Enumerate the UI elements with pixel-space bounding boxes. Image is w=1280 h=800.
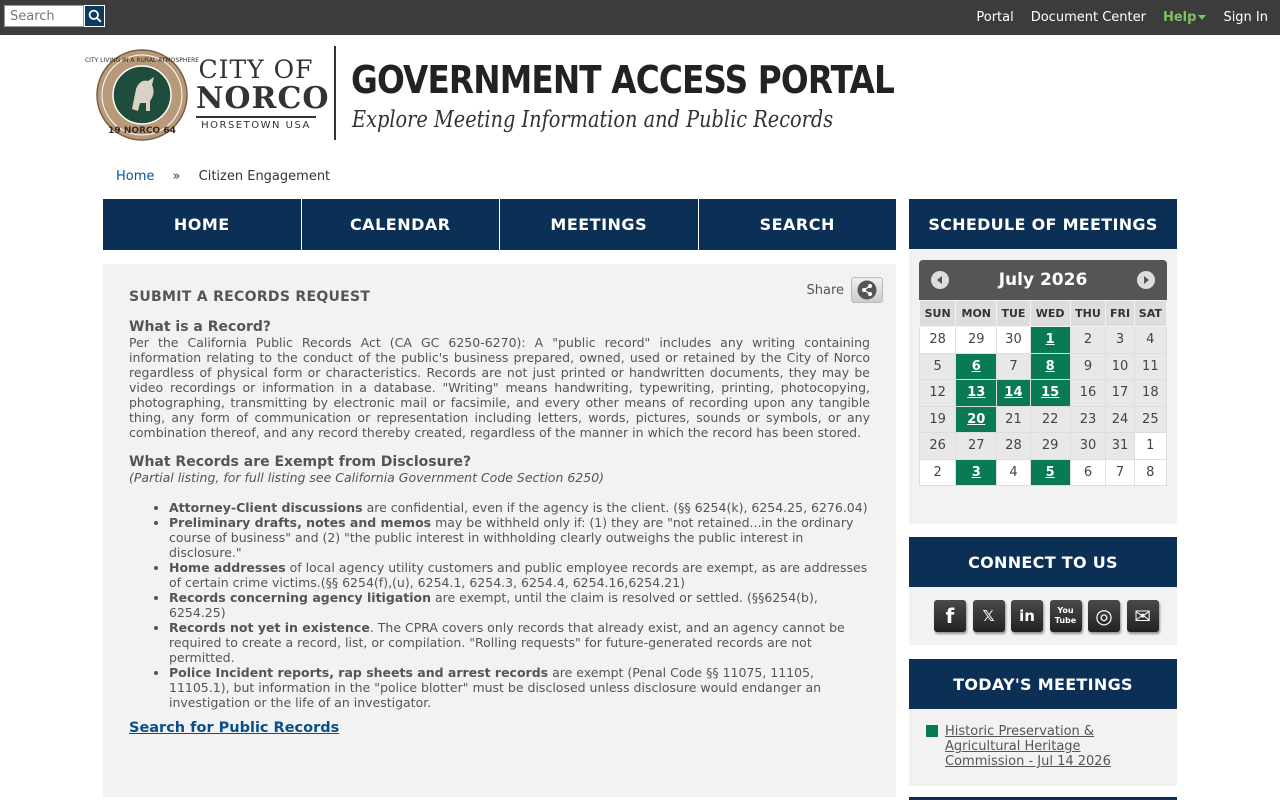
nav-calendar[interactable]: CALENDAR [302,199,501,250]
calendar-day: 5 [920,353,956,380]
prev-month-button[interactable] [931,271,949,289]
weekday-header: THU [1070,301,1106,327]
list-item: • Police Incident reports, rap sheets and arrest records are exempt (Penal Code §§ 11075, 11105, 11105.1), but information in the "police blotter" must be disclosed unless disclosure would endanger an investigation or the life of an investigator. [169,665,870,710]
calendar-day-event[interactable]: 1 [1030,327,1070,354]
city-of-text: CITY OF [198,55,314,84]
calendar-day: 6 [1070,459,1106,486]
calendar-day: 7 [1106,459,1134,486]
calendar-day: 3 [1106,327,1134,354]
x-icon[interactable]: 𝕏 [973,600,1005,632]
calendar-day: 28 [997,433,1030,460]
weekday-header: TUE [997,301,1030,327]
calendar-day: 8 [1134,459,1166,486]
exempt-heading: What Records are Exempt from Disclosure? [129,454,472,470]
todays-meeting-item [926,724,1125,769]
calendar-day-event[interactable]: 3 [956,459,997,486]
calendar-day-event[interactable]: 15 [1030,380,1070,407]
calendar-day: 31 [1106,433,1134,460]
horsetown-text: HORSETOWN USA [201,120,311,131]
share-widget [806,277,883,303]
calendar-header [919,260,1167,300]
calendar-day-event[interactable]: 14 [997,380,1030,407]
chevron-left-icon [936,276,944,284]
portal-link[interactable]: Portal [976,10,1014,25]
weekday-header: SAT [1134,301,1166,327]
weekday-header: SUN [920,301,956,327]
facebook-icon[interactable]: f [934,600,966,632]
list-item: • Preliminary drafts, notes and memos may be withheld only if: (1) they are "not retained...in the ordinary course of business" and (2) "the public interest in withholding clearly outweighs the public interest in disclosure." [169,515,870,560]
share-icon [857,280,877,300]
calendar-day: 22 [1030,406,1070,433]
calendar-day: 26 [920,433,956,460]
nav-home[interactable]: HOME [103,199,302,250]
calendar-day: 2 [1070,327,1106,354]
social-links [934,600,1165,632]
portal-subtitle: Explore Meeting Information and Public Records [352,107,834,133]
calendar-day: 18 [1134,380,1166,407]
list-item: • Attorney-Client discussions are confidential, even if the agency is the client. (§§ 6254(k), 6254.25, 6276.04) [169,500,870,515]
connect-heading: CONNECT TO US [909,537,1177,587]
norco-text: NORCO [196,81,330,116]
exempt-note: (Partial listing, for full listing see California Government Code Section 6250) [129,470,605,485]
calendar-day: 29 [1030,433,1070,460]
calendar-day: 30 [997,327,1030,354]
share-button[interactable] [851,277,883,303]
calendar-day: 2 [920,459,956,486]
portal-title: GOVERNMENT ACCESS PORTAL [351,58,894,102]
meeting-calendar [919,260,1167,486]
list-item: • Records not yet in existence. The CPRA covers only records that already exist, and an agency cannot be required to create a record, list, or compilation. "Rolling requests" for future-generated records are not permitted. [169,620,870,665]
todays-meeting-link[interactable]: Historic Preservation & Agricultural Heritage Commission - Jul 14 2026 [945,724,1111,769]
breadcrumb-current: Citizen Engagement [198,169,331,184]
schedule-heading: SCHEDULE OF MEETINGS [909,199,1177,249]
calendar-day: 25 [1134,406,1166,433]
seal-ring-text: CITY LIVING IN A RURAL ATMOSPHERE [84,57,200,64]
list-item: • Home addresses of local agency utility customers and public employee records are exempt, as are addresses of certain crime victims.(§§ 6254(f),(u), 6254.1, 6254.3, 6254.4, 6254.16,6254.21) [169,560,870,590]
calendar-day: 4 [1134,327,1166,354]
calendar-day-event[interactable]: 13 [956,380,997,407]
breadcrumb-separator: » [172,169,181,184]
help-label: Help [1162,10,1197,25]
meeting-marker [926,725,938,737]
nav-meetings[interactable]: MEETINGS [500,199,699,250]
youtube-icon[interactable]: You Tube [1050,600,1082,632]
list-item: • Records concerning agency litigation are exempt, until the claim is resolved or settled. (§§6254(b), 6254.25) [169,590,870,620]
next-month-button[interactable] [1137,271,1155,289]
exempt-list [129,500,870,710]
calendar-day: 21 [997,406,1030,433]
calendar-day: 12 [920,380,956,407]
calendar-day-event[interactable]: 6 [956,353,997,380]
sign-in-link[interactable]: Sign In [1223,10,1268,25]
document-center-link[interactable]: Document Center [1030,10,1146,25]
what-is-record-text: Per the California Public Records Act (CA GC 6250-6270): A "public record" includes any writing containing information relating to the conduct of the public's business prepared, owned, used or retained by the City of Norco regardless of physical form or characteristics. Records are not just printed or handwritten documents, they may be video recordings or information in a database. "Writing" means handwriting, typewriting, printing, photocopying, photographing, transmitting by electronic mail or facsimile, and every other means of recording upon any tangible thing, any form of communication or representation including letters, words, pictures, sounds or symbols, or any combination thereof, and any record thereby created, regardless of the manner in which the record has been stored. [129,335,870,440]
todays-meetings-heading: TODAY'S MEETINGS [909,659,1177,709]
calendar-day: 10 [1106,353,1134,380]
linkedin-icon[interactable]: in [1011,600,1043,632]
calendar-day: 17 [1106,380,1134,407]
header-divider [334,46,336,140]
calendar-day: 11 [1134,353,1166,380]
breadcrumb [116,169,330,184]
calendar-day: 1 [1134,433,1166,460]
weekday-header: FRI [1106,301,1134,327]
calendar-day: 4 [997,459,1030,486]
email-icon[interactable]: ✉ [1127,600,1159,632]
seal-year: 19 NORCO 64 [108,126,176,136]
top-utility-bar [0,0,1280,35]
chevron-right-icon [1142,276,1150,284]
chevron-down-icon [1198,15,1206,20]
what-is-record-heading: What is a Record? [129,319,271,335]
calendar-day: 24 [1106,406,1134,433]
help-menu[interactable] [1163,10,1206,25]
calendar-day-event[interactable]: 5 [1030,459,1070,486]
calendar-day: 16 [1070,380,1106,407]
share-label: Share [806,282,844,298]
calendar-month: July 2026 [998,270,1088,290]
calendar-day: 7 [997,353,1030,380]
main-nav [103,199,896,250]
content-panel [103,264,896,797]
nav-search[interactable]: SEARCH [699,199,897,250]
search-icon [88,9,102,23]
calendar-day: 9 [1070,353,1106,380]
calendar-day: 27 [956,433,997,460]
weekday-header: MON [956,301,997,327]
calendar-day: 19 [920,406,956,433]
search-button[interactable] [84,5,105,27]
search-input[interactable] [4,5,84,27]
calendar-grid [919,300,1167,486]
instagram-icon[interactable]: ◎ [1088,600,1120,632]
calendar-day: 23 [1070,406,1106,433]
page-title: SUBMIT A RECORDS REQUEST [129,289,371,305]
calendar-day: 29 [956,327,997,354]
city-seal-logo[interactable] [84,49,200,141]
search-public-records-link[interactable]: Search for Public Records [129,720,340,736]
calendar-day: 30 [1070,433,1106,460]
top-links [959,0,1268,35]
calendar-day: 28 [920,327,956,354]
city-wordmark [196,55,330,131]
calendar-day-event[interactable]: 20 [956,406,997,433]
breadcrumb-home[interactable]: Home [116,169,155,184]
weekday-header: WED [1030,301,1070,327]
calendar-day-event[interactable]: 8 [1030,353,1070,380]
